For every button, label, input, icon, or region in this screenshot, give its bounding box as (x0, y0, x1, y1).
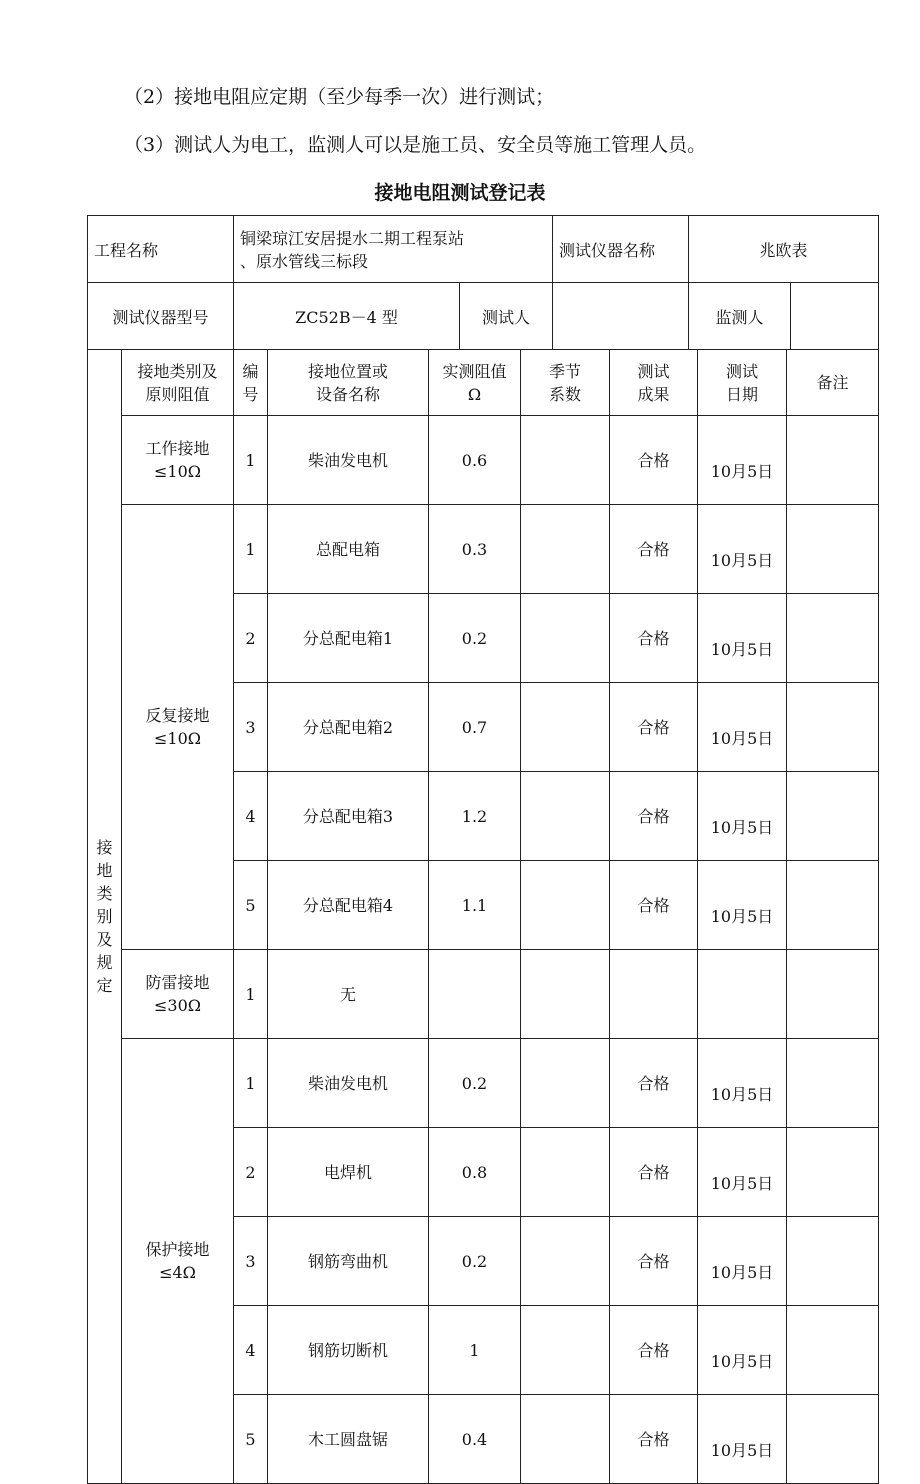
test-date: 10月5日 (698, 861, 787, 950)
table-row (88, 416, 879, 505)
category-line: 工作接地 (145, 439, 210, 458)
measured-resistance: 0.2 (429, 1039, 521, 1128)
season-factor (521, 1306, 610, 1395)
col-header-category (122, 350, 234, 416)
col-header-line: 接地位置或 (307, 361, 388, 381)
remark (787, 1128, 879, 1217)
test-date: 10月5日 (698, 772, 787, 861)
col-header-resistance (429, 350, 521, 416)
row-number: 1 (234, 416, 268, 505)
test-date: 10月5日 (698, 505, 787, 594)
season-factor (521, 505, 610, 594)
season-factor (521, 950, 610, 1039)
row-number: 3 (234, 683, 268, 772)
device-name: 分总配电箱3 (268, 772, 429, 861)
device-name: 分总配电箱2 (268, 683, 429, 772)
test-date: 10月5日 (698, 1306, 787, 1395)
category-line: ≤30Ω (153, 996, 202, 1015)
season-factor (521, 416, 610, 505)
category-line: ≤4Ω (159, 1263, 196, 1282)
season-factor (521, 594, 610, 683)
side-char: 接 (96, 838, 113, 857)
col-header-result (610, 350, 698, 416)
device-name: 无 (268, 950, 429, 1039)
row-number: 3 (234, 1217, 268, 1306)
test-date: 10月5日 (698, 683, 787, 772)
grounding-test-table (87, 349, 879, 1484)
project-label: 工程名称 (88, 216, 234, 283)
row-number: 4 (234, 1306, 268, 1395)
col-header-line: 测试 (725, 361, 758, 381)
season-factor (521, 1039, 610, 1128)
device-name: 分总配电箱4 (268, 861, 429, 950)
measured-resistance: 1.1 (429, 861, 521, 950)
category-line: 反复接地 (145, 706, 210, 725)
test-result: 合格 (610, 1395, 698, 1484)
col-header-line: 季节 (548, 361, 581, 381)
instrument-name-value: 兆欧表 (689, 216, 879, 283)
test-date: 10月5日 (698, 416, 787, 505)
test-result: 合格 (610, 1306, 698, 1395)
side-char: 类 (96, 884, 113, 903)
remark (787, 594, 879, 683)
category-cell (122, 1039, 234, 1484)
test-result: 合格 (610, 505, 698, 594)
row-number: 1 (234, 505, 268, 594)
measured-resistance: 0.8 (429, 1128, 521, 1217)
header-table-row-2 (87, 282, 879, 350)
row-number: 1 (234, 1039, 268, 1128)
instrument-model-label: 测试仪器型号 (88, 283, 234, 350)
remark (787, 683, 879, 772)
category-line: ≤10Ω (153, 462, 202, 481)
test-result: 合格 (610, 861, 698, 950)
measured-resistance: 0.6 (429, 416, 521, 505)
col-header-line: Ω (467, 384, 482, 404)
test-result: 合格 (610, 594, 698, 683)
row-number: 2 (234, 594, 268, 683)
device-name: 电焊机 (268, 1128, 429, 1217)
season-factor (521, 1217, 610, 1306)
header-table-row-1 (87, 215, 879, 283)
row-number: 2 (234, 1128, 268, 1217)
side-label-cell (88, 350, 122, 1484)
instrument-name-label: 测试仪器名称 (553, 216, 689, 283)
table-row (88, 1039, 879, 1128)
tester-label: 测试人 (460, 283, 553, 350)
test-result: 合格 (610, 1217, 698, 1306)
project-value-line2: 、原水管线三标段 (240, 252, 369, 271)
device-name: 分总配电箱1 (268, 594, 429, 683)
col-header-line: 实测阻值 (442, 361, 507, 381)
test-date: 10月5日 (698, 1039, 787, 1128)
remark (787, 772, 879, 861)
measured-resistance: 0.2 (429, 594, 521, 683)
row-number: 4 (234, 772, 268, 861)
side-char: 别 (96, 907, 113, 926)
remark (787, 861, 879, 950)
table-title: 接地电阻测试登记表 (374, 182, 546, 204)
season-factor (521, 772, 610, 861)
tester-value (553, 283, 689, 350)
project-value-line1: 铜梁琼江安居提水二期工程泵站 (240, 229, 465, 248)
test-result: 合格 (610, 416, 698, 505)
test-date: 10月5日 (698, 1395, 787, 1484)
test-date: 10月5日 (698, 1217, 787, 1306)
device-name: 柴油发电机 (268, 416, 429, 505)
col-header-season (521, 350, 610, 416)
season-factor (521, 861, 610, 950)
col-header-remark: 备注 (787, 350, 879, 416)
project-value (234, 216, 553, 283)
test-result (610, 950, 698, 1039)
col-header-line: 号 (242, 384, 259, 404)
measured-resistance: 0.4 (429, 1395, 521, 1484)
category-line: 保护接地 (145, 1240, 210, 1259)
col-header-line: 设备名称 (315, 384, 380, 404)
category-cell (122, 416, 234, 505)
col-header-line: 接地类别及 (137, 361, 218, 381)
test-result: 合格 (610, 1039, 698, 1128)
monitor-value (791, 283, 879, 350)
monitor-label: 监测人 (689, 283, 791, 350)
side-char: 及 (96, 930, 113, 949)
category-line: ≤10Ω (153, 729, 202, 748)
row-number: 1 (234, 950, 268, 1039)
remark (787, 1217, 879, 1306)
col-header-line: 编 (242, 361, 259, 381)
test-date (698, 950, 787, 1039)
measured-resistance: 0.3 (429, 505, 521, 594)
side-char: 定 (96, 976, 113, 995)
note-line-3: （3）测试人为电工，监测人可以是施工员、安全员等施工管理人员。 (124, 134, 707, 156)
measured-resistance: 1 (429, 1306, 521, 1395)
test-result: 合格 (610, 772, 698, 861)
category-cell (122, 505, 234, 950)
col-header-line: 日期 (725, 384, 758, 404)
col-header-date (698, 350, 787, 416)
device-name: 木工圆盘锯 (268, 1395, 429, 1484)
category-cell (122, 950, 234, 1039)
test-result: 合格 (610, 1128, 698, 1217)
remark (787, 505, 879, 594)
season-factor (521, 1128, 610, 1217)
table-row (88, 505, 879, 594)
device-name: 柴油发电机 (268, 1039, 429, 1128)
remark (787, 950, 879, 1039)
test-date: 10月5日 (698, 594, 787, 683)
col-header-line: 测试 (637, 361, 670, 381)
remark (787, 1039, 879, 1128)
device-name: 钢筋弯曲机 (268, 1217, 429, 1306)
measured-resistance: 1.2 (429, 772, 521, 861)
row-number: 5 (234, 1395, 268, 1484)
category-line: 防雷接地 (145, 973, 210, 992)
measured-resistance: 0.2 (429, 1217, 521, 1306)
instrument-model-value: ZC52B－4 型 (234, 283, 460, 350)
measured-resistance: 0.7 (429, 683, 521, 772)
col-header-line: 成果 (637, 384, 670, 404)
col-header-line: 系数 (548, 384, 581, 404)
col-header-line: 原则阻值 (145, 384, 210, 404)
side-char: 规 (96, 953, 113, 972)
season-factor (521, 1395, 610, 1484)
table-row (88, 950, 879, 1039)
remark (787, 1306, 879, 1395)
row-number: 5 (234, 861, 268, 950)
device-name: 总配电箱 (268, 505, 429, 594)
side-char: 地 (96, 861, 113, 880)
col-header-number (234, 350, 268, 416)
note-line-2: （2）接地电阻应定期（至少每季一次）进行测试； (124, 86, 555, 108)
remark (787, 416, 879, 505)
col-header-location (268, 350, 429, 416)
measured-resistance (429, 950, 521, 1039)
test-result: 合格 (610, 683, 698, 772)
device-name: 钢筋切断机 (268, 1306, 429, 1395)
season-factor (521, 683, 610, 772)
remark (787, 1395, 879, 1484)
test-date: 10月5日 (698, 1128, 787, 1217)
column-header-row (88, 350, 879, 416)
